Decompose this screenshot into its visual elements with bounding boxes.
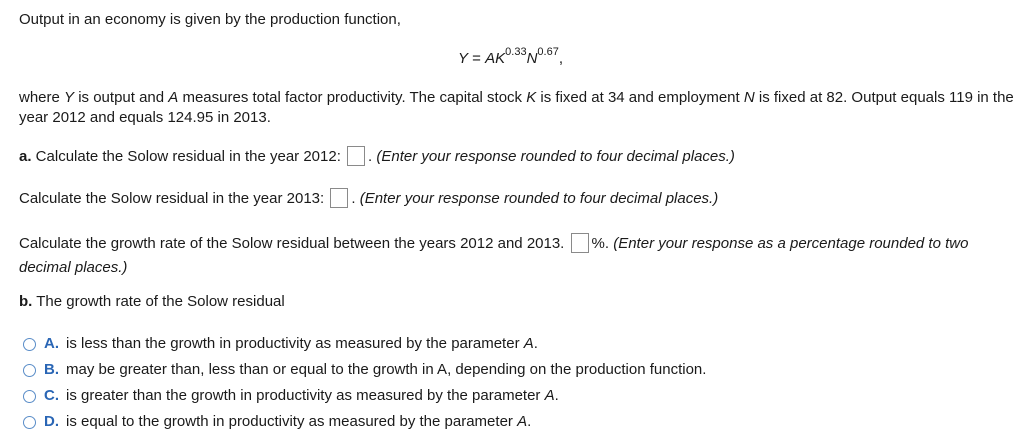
problem-description: where Y is output and A measures total factor productivity. The capital stock K is fixed at 34 and employment N is fixed at 82. Output equals 119 in the year 2012 and equals 124.95 in 2013. xyxy=(19,89,1014,126)
answer-input-2013[interactable] xyxy=(330,188,348,208)
option-a[interactable] xyxy=(23,334,538,354)
intro-text: Output in an economy is given by the production function, xyxy=(19,11,401,28)
option-letter: A. xyxy=(44,335,59,352)
radio-button-icon[interactable] xyxy=(23,364,36,377)
question-2012: a. Calculate the Solow residual in the year 2012: . (Enter your response rounded to four decimal places.) xyxy=(19,148,735,165)
option-text: may be greater than, less than or equal to the growth in A, depending on the production function. xyxy=(66,361,707,378)
answer-input-2012[interactable] xyxy=(347,146,365,166)
option-text: is greater than the growth in productivity as measured by the parameter A. xyxy=(66,387,559,404)
hint-2013: (Enter your response rounded to four decimal places.) xyxy=(359,190,719,207)
radio-button-icon[interactable] xyxy=(23,338,36,351)
formula-y: Y xyxy=(458,50,469,67)
hint-growth-rate: (Enter your response as a percentage rounded to two decimal places.) xyxy=(19,235,969,276)
formula-a: A xyxy=(485,50,496,67)
part-a-label: a. xyxy=(19,148,32,165)
formula-n-exponent: 0.67 xyxy=(537,46,559,58)
option-text: is equal to the growth in productivity as measured by the parameter A. xyxy=(66,413,532,430)
option-c[interactable] xyxy=(23,386,559,406)
option-letter: D. xyxy=(44,413,59,430)
option-d[interactable] xyxy=(23,412,531,432)
hint-2012: (Enter your response rounded to four decimal places.) xyxy=(376,148,735,165)
answer-input-growth-rate[interactable] xyxy=(571,233,589,253)
formula-k: K xyxy=(495,50,506,67)
option-text: is less than the growth in productivity as measured by the parameter A. xyxy=(66,335,538,352)
option-letter: B. xyxy=(44,361,59,378)
question-2013: Calculate the Solow residual in the year 2013: . (Enter your response rounded to four decimal places.) xyxy=(19,190,719,207)
part-b-question: b. The growth rate of the Solow residual xyxy=(19,293,285,310)
formula-n: N xyxy=(526,50,538,67)
radio-button-icon[interactable] xyxy=(23,416,36,429)
option-b[interactable] xyxy=(23,360,706,380)
production-function-formula: $Y = AK^{0.33}N^{0.67}$, xyxy=(458,46,564,67)
question-growth-rate: Calculate the growth rate of the Solow residual between the years 2012 and 2013. %. (Enter your response as a percentage rounded to two decimal places.) xyxy=(19,235,969,276)
part-b-label: b. xyxy=(19,293,33,310)
option-letter: C. xyxy=(44,387,59,404)
radio-button-icon[interactable] xyxy=(23,390,36,403)
formula-k-exponent: 0.33 xyxy=(505,46,527,58)
